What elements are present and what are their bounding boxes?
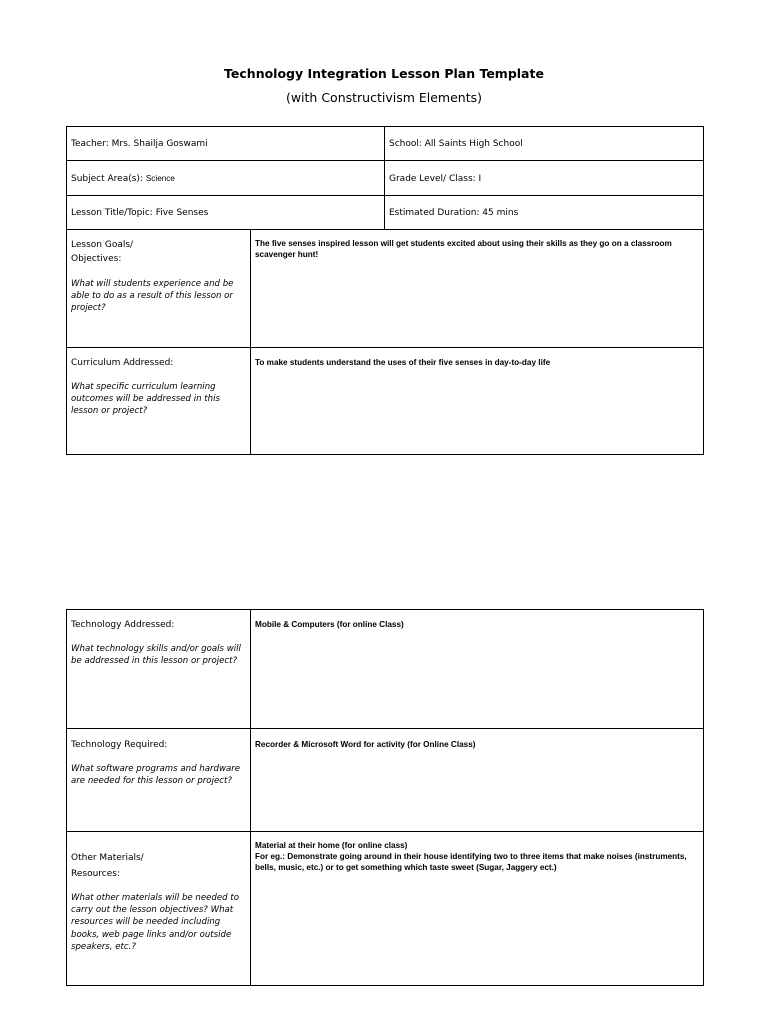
materials-label-line1: Other Materials/ xyxy=(71,853,144,863)
materials-answer-cell xyxy=(251,832,704,986)
technology-table xyxy=(66,609,704,986)
materials-answer-line2: For eg.: Demonstrate going around in their house identifying two to three items that make noises (instruments, bells, music, etc.) or to get something which taste sweet (Sugar, Jaggery ect.) xyxy=(255,852,687,872)
subject-cell xyxy=(67,161,385,196)
teacher-cell xyxy=(67,127,385,161)
school-cell xyxy=(385,127,704,161)
goals-label-line2: Objectives: xyxy=(71,254,122,264)
curriculum-question: What specific curriculum learning outcomes will be addressed in this lesson or project? xyxy=(71,382,220,417)
materials-label-cell xyxy=(67,832,251,986)
goals-answer-cell xyxy=(251,230,704,348)
objectives-table xyxy=(66,229,704,455)
document-title: Technology Integration Lesson Plan Template xyxy=(224,66,544,81)
grade-cell xyxy=(385,161,704,196)
tech-required-label: Technology Required: xyxy=(71,740,168,750)
topic-cell xyxy=(67,196,385,230)
materials-label-line2: Resources: xyxy=(71,869,120,879)
tech-addressed-label-cell xyxy=(67,610,251,729)
school-text: School: All Saints High School xyxy=(389,139,523,149)
materials-answer-line1: Material at their home (for online class) xyxy=(255,841,408,850)
tech-required-question: What software programs and hardware are needed for this lesson or project? xyxy=(71,764,241,787)
document-subtitle: (with Constructivism Elements) xyxy=(285,90,483,105)
curriculum-label: Curriculum Addressed: xyxy=(71,358,174,368)
teacher-text: Teacher: Mrs. Shailja Goswami xyxy=(71,139,208,149)
lesson-info-table xyxy=(66,126,704,230)
tech-addressed-label: Technology Addressed: xyxy=(71,620,175,630)
tech-addressed-question: What technology skills and/or goals will be addressed in this lesson or project? xyxy=(71,644,241,667)
tech-addressed-answer: Mobile & Computers (for online Class) xyxy=(255,620,404,629)
subject-label: Subject Area(s): xyxy=(71,173,146,184)
tech-required-label-cell xyxy=(67,729,251,832)
goals-answer: The five senses inspired lesson will get students excited about using their skills as they go on a classroom scavenger hunt! xyxy=(255,239,672,259)
goals-label-cell xyxy=(67,230,251,348)
tech-addressed-answer-cell xyxy=(251,610,704,729)
tech-required-answer: Recorder & Microsoft Word for activity (for Online Class) xyxy=(255,740,476,749)
duration-cell xyxy=(385,196,704,230)
subject-value: Science xyxy=(145,173,175,183)
curriculum-label-cell xyxy=(67,348,251,455)
tech-required-answer-cell xyxy=(251,729,704,832)
curriculum-answer-cell xyxy=(251,348,704,455)
duration-text: Estimated Duration: 45 mins xyxy=(389,208,519,218)
goals-question: What will students experience and be able to do as a result of this lesson or project? xyxy=(71,279,234,314)
materials-question: What other materials will be needed to carry out the lesson objectives? What resources will be needed including books, web page links and/or outside speakers, etc.? xyxy=(71,893,239,952)
grade-text: Grade Level/ Class: I xyxy=(389,173,482,184)
curriculum-answer: To make students understand the uses of their five senses in day-to-day life xyxy=(255,358,551,367)
goals-label-line1: Lesson Goals/ xyxy=(71,240,134,250)
topic-text: Lesson Title/Topic: Five Senses xyxy=(71,208,209,218)
